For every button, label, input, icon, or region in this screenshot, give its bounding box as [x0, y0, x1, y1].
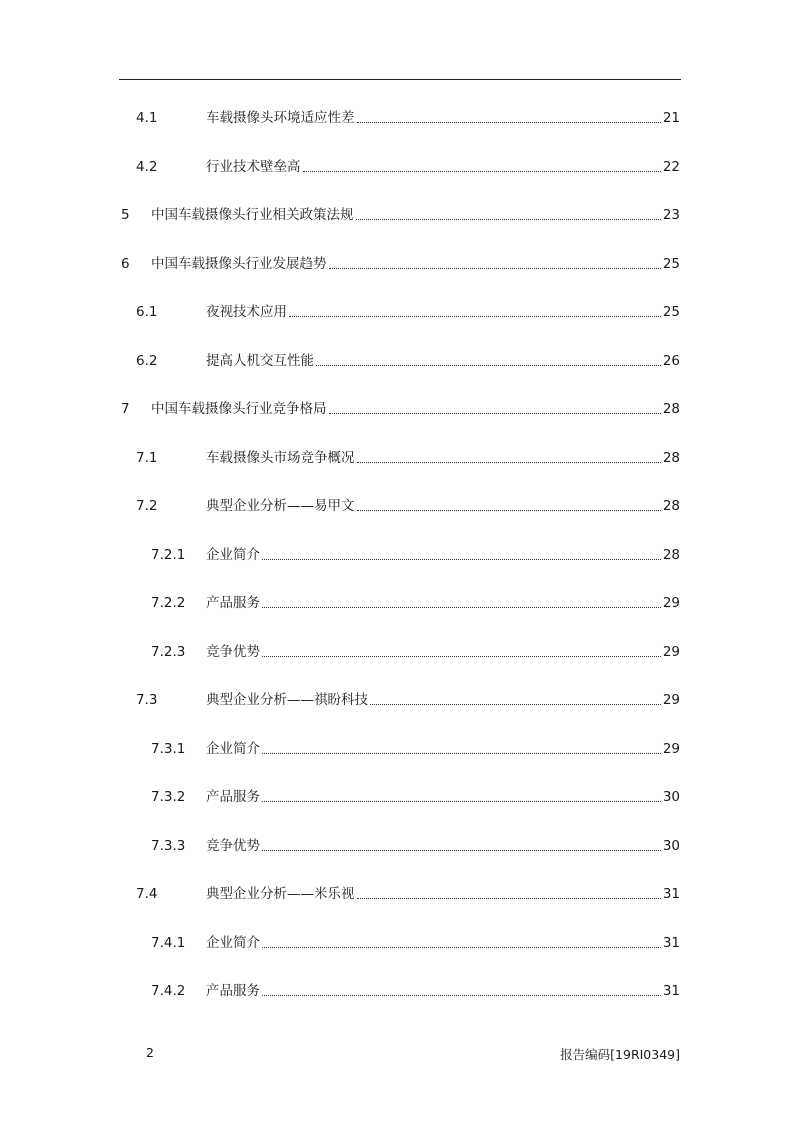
toc-entry[interactable]	[206, 787, 680, 807]
toc-entry-number: 7.2.3	[151, 644, 186, 660]
toc-dot-leader	[289, 302, 661, 322]
toc-entry-title: 行业技术壁垒高	[206, 159, 301, 175]
toc-entry-title: 典型企业分析——米乐视	[206, 886, 355, 902]
toc-entry-title: 车载摄像头市场竞争概况	[206, 450, 355, 466]
toc-entry-number: 7.1	[136, 450, 158, 466]
toc-entry-title: 企业简介	[206, 935, 260, 951]
toc-entry-page: 22	[662, 159, 680, 175]
toc-entry[interactable]	[206, 108, 680, 128]
toc-entry-page: 28	[662, 401, 680, 417]
toc-entry-title: 夜视技术应用	[206, 304, 287, 320]
footer-page-number: 2	[146, 1045, 154, 1060]
toc-entry-page: 29	[662, 692, 680, 708]
toc-dot-leader	[262, 739, 661, 759]
toc-dot-leader	[262, 642, 661, 662]
toc-entry-number: 7.2	[136, 498, 158, 514]
toc-entry-title: 竞争优势	[206, 838, 260, 854]
toc-entry[interactable]	[206, 690, 680, 710]
toc-entry-number: 7.3.3	[151, 838, 186, 854]
toc-entry-page: 28	[662, 450, 680, 466]
toc-entry-page: 28	[662, 498, 680, 514]
toc-dot-leader	[356, 205, 661, 225]
toc-entry-title: 竞争优势	[206, 644, 260, 660]
toc-entry[interactable]	[206, 884, 680, 904]
toc-dot-leader	[262, 593, 661, 613]
toc-entry-page: 31	[662, 983, 680, 999]
toc-dot-leader	[262, 981, 661, 1001]
footer-report-code: 报告编码[19RI0349]	[560, 1047, 680, 1062]
toc-entry[interactable]	[206, 496, 680, 516]
toc-entry-number: 7	[121, 401, 130, 417]
toc-entry-title: 产品服务	[206, 789, 260, 805]
toc-entry-title: 提高人机交互性能	[206, 353, 314, 369]
toc-entry-number: 7.4.1	[151, 935, 186, 951]
toc-entry-number: 7.4	[136, 886, 158, 902]
toc-dot-leader	[370, 690, 661, 710]
toc-entry-title: 中国车载摄像头行业相关政策法规	[151, 207, 354, 223]
toc-entry-title: 中国车载摄像头行业发展趋势	[151, 256, 327, 272]
toc-entry[interactable]	[206, 933, 680, 953]
toc-entry-page: 23	[662, 207, 680, 223]
toc-entry-page: 25	[662, 304, 680, 320]
toc-entry-page: 29	[662, 644, 680, 660]
toc-dot-leader	[316, 351, 661, 371]
toc-entry-title: 产品服务	[206, 595, 260, 611]
toc-entry[interactable]	[206, 593, 680, 613]
toc-entry-number: 7.3.2	[151, 789, 186, 805]
toc-entry-number: 6.1	[136, 304, 158, 320]
toc-entry-number: 5	[121, 207, 130, 223]
toc-entry[interactable]	[206, 836, 680, 856]
toc-entry-number: 7.2.1	[151, 547, 186, 563]
toc-entry-number: 4.1	[136, 110, 158, 126]
toc-entry[interactable]	[151, 205, 680, 225]
toc-entry-number: 7.3	[136, 692, 158, 708]
toc-entry-page: 30	[662, 838, 680, 854]
toc-entry[interactable]	[206, 157, 680, 177]
toc-dot-leader	[303, 157, 661, 177]
toc-dot-leader	[329, 254, 661, 274]
toc-entry-number: 6.2	[136, 353, 158, 369]
toc-dot-leader	[262, 787, 661, 807]
toc-entry[interactable]	[206, 739, 680, 759]
toc-entry-page: 31	[662, 886, 680, 902]
toc-entry[interactable]	[151, 254, 680, 274]
toc-entry-title: 中国车载摄像头行业竞争格局	[151, 401, 327, 417]
toc-entry-page: 26	[662, 353, 680, 369]
toc-entry-title: 车载摄像头环境适应性差	[206, 110, 355, 126]
toc-entry-title: 企业简介	[206, 547, 260, 563]
toc-entry-page: 29	[662, 741, 680, 757]
toc-entry-number: 6	[121, 256, 130, 272]
toc-entry-page: 21	[662, 110, 680, 126]
toc-entry-number: 7.4.2	[151, 983, 186, 999]
toc-dot-leader	[262, 836, 661, 856]
toc-entry[interactable]	[206, 351, 680, 371]
toc-entry[interactable]	[151, 399, 680, 419]
toc-entry-number: 7.3.1	[151, 741, 186, 757]
toc-entry[interactable]	[206, 642, 680, 662]
toc-entry-page: 28	[662, 547, 680, 563]
toc-dot-leader	[329, 399, 661, 419]
toc-dot-leader	[357, 448, 661, 468]
toc-entry-number: 7.2.2	[151, 595, 186, 611]
toc-dot-leader	[357, 108, 661, 128]
toc-entry-title: 典型企业分析——易甲文	[206, 498, 355, 514]
toc-entry[interactable]	[206, 981, 680, 1001]
toc-entry-title: 典型企业分析——祺盼科技	[206, 692, 368, 708]
toc-entry-page: 31	[662, 935, 680, 951]
toc-dot-leader	[262, 545, 661, 565]
toc-entry-page: 30	[662, 789, 680, 805]
toc-entry-page: 25	[662, 256, 680, 272]
toc-entry[interactable]	[206, 545, 680, 565]
toc-entry-title: 产品服务	[206, 983, 260, 999]
toc-entry-number: 4.2	[136, 159, 158, 175]
toc-entry[interactable]	[206, 448, 680, 468]
toc-entry-page: 29	[662, 595, 680, 611]
toc-entry-title: 企业简介	[206, 741, 260, 757]
toc-dot-leader	[357, 884, 661, 904]
toc-entry[interactable]	[206, 302, 680, 322]
toc-dot-leader	[262, 933, 661, 953]
toc-dot-leader	[357, 496, 661, 516]
